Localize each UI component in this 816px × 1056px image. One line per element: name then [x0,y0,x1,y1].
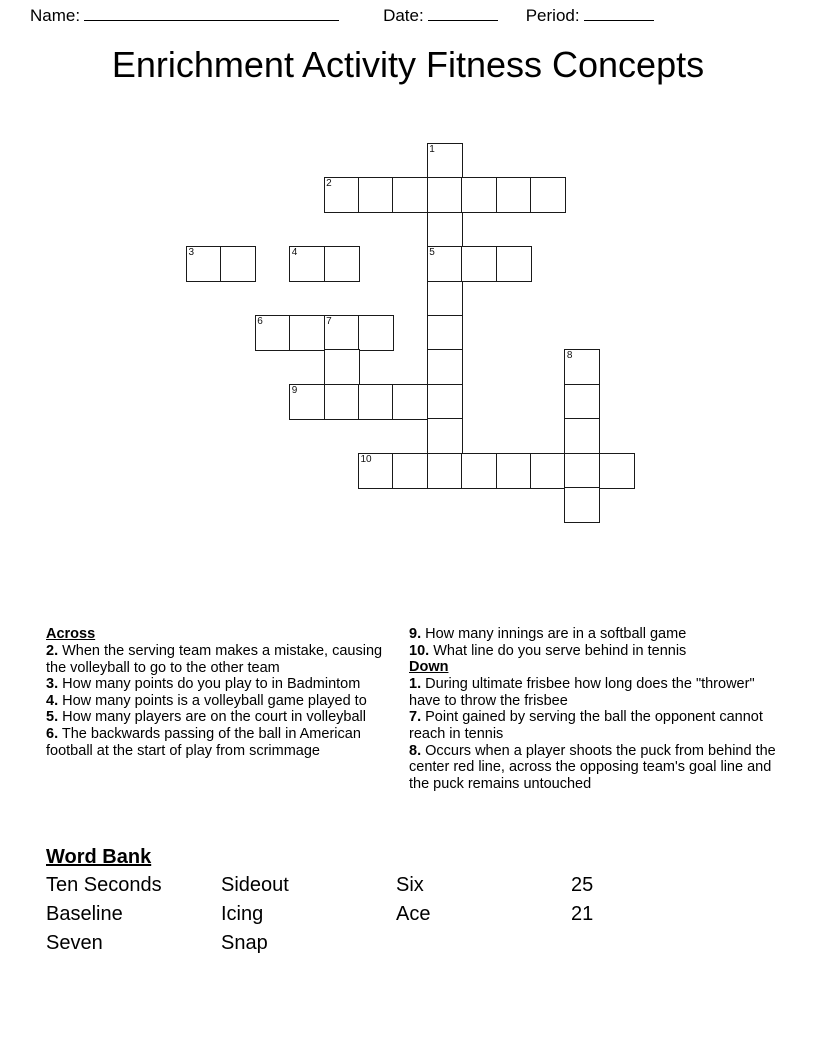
crossword-cell[interactable] [427,177,463,213]
clue-item [46,693,386,710]
crossword-cell[interactable] [564,418,600,454]
down-clue-list [409,676,777,792]
word-bank-row [46,900,746,929]
clue-item [409,743,777,793]
clue-number: 5. [46,709,59,726]
word-bank-word: 25 [571,874,594,896]
crossword-cell[interactable] [358,177,394,213]
word-bank-word: Baseline [46,903,123,925]
clue-number: 9. [409,626,422,642]
period-label: Period: [525,6,580,25]
clue-text: How many points do you play to in Badmintom [58,676,361,693]
crossword-cell[interactable] [427,143,463,179]
clue-item [409,709,777,742]
word-bank-row [46,929,746,958]
word-bank-word [571,929,746,958]
clue-text: How many innings are in a softball game [421,626,687,642]
crossword-cell-number: 7 [326,316,332,327]
word-bank-word: Sideout [221,874,289,896]
crossword-cell[interactable] [530,453,566,489]
page-title: Enrichment Activity Fitness Concepts [111,44,705,85]
crossword-cell[interactable] [358,384,394,420]
crossword-cell[interactable] [496,177,532,213]
crossword-cell[interactable] [427,418,463,454]
clue-text: Point gained by serving the ball the opponent cannot reach in tennis [409,709,763,742]
clue-text: What line do you serve behind in tennis [429,642,687,659]
clue-item [46,726,386,759]
word-bank-word: Ace [396,903,431,925]
crossword-cell-number: 10 [360,453,372,465]
across-heading: Across [46,626,96,642]
crossword-cell-number: 1 [429,144,435,155]
crossword-cell[interactable] [358,315,394,351]
clue-number: 7. [409,709,422,726]
clues-column-right [409,626,777,792]
crossword-cell[interactable] [324,246,360,282]
crossword-cell[interactable] [427,246,463,282]
clue-item [46,676,386,693]
word-bank-title: Word Bank [46,846,152,868]
crossword-cell[interactable] [461,177,497,213]
clue-number: 10. [409,642,430,659]
clue-text: When the serving team makes a mistake, causing the volleyball to go to the other team [46,643,383,676]
crossword-cell[interactable] [427,212,463,248]
crossword-cell[interactable] [324,315,360,351]
crossword-cell[interactable] [427,384,463,420]
crossword-cell[interactable] [427,453,463,489]
date-label: Date: [383,6,424,25]
clue-text: How many players are on the court in volleyball [58,709,366,726]
word-bank-word: Ten Seconds [46,874,162,896]
crossword-cell-number: 4 [291,247,298,259]
crossword-cell[interactable] [186,246,222,282]
crossword-cell[interactable] [324,349,360,385]
crossword-cell[interactable] [289,384,325,420]
crossword-cell[interactable] [220,246,256,282]
crossword-cell[interactable] [255,315,291,351]
across-clue-list-part1 [46,643,386,759]
word-bank-row [46,871,746,900]
crossword-cell-number: 5 [429,247,435,259]
down-heading: Down [409,659,449,676]
crossword-cell[interactable] [461,246,497,282]
crossword-cell-number: 8 [566,350,573,362]
clues-section [46,626,776,841]
clue-number: 6. [46,725,59,742]
crossword-cell[interactable] [289,246,325,282]
crossword-cell[interactable] [358,453,394,489]
word-bank-word: Six [396,874,424,896]
word-bank-grid [46,871,746,958]
crossword-cell[interactable] [324,177,360,213]
crossword-cell[interactable] [324,384,360,420]
clue-item [46,709,386,726]
crossword-cell-number: 3 [188,247,195,259]
clues-column-left [46,626,386,759]
clue-item [46,643,386,676]
clue-number: 4. [46,692,59,709]
crossword-cell[interactable] [496,246,532,282]
word-bank-word [396,929,571,958]
crossword-cell[interactable] [564,349,600,385]
clue-item [409,643,777,660]
clue-text: Occurs when a player shoots the puck from behind the center red line, across the opposing team's goal line and the puck remains untouched [409,742,776,792]
word-bank-word: Seven [46,932,103,954]
crossword-cell[interactable] [427,349,463,385]
word-bank-word: 21 [571,903,594,925]
word-bank-section [46,845,746,958]
clue-item [409,676,777,709]
crossword-cell[interactable] [564,384,600,420]
crossword-cell[interactable] [564,453,600,489]
crossword-cell[interactable] [392,384,428,420]
crossword-cell[interactable] [496,453,532,489]
clue-number: 3. [46,676,59,693]
crossword-cell[interactable] [599,453,635,489]
word-bank-word: Snap [221,932,268,954]
crossword-cell[interactable] [427,281,463,317]
crossword-cell[interactable] [530,177,566,213]
crossword-cell[interactable] [461,453,497,489]
crossword-cell[interactable] [392,453,428,489]
clue-text: How many points is a volleyball game played to [58,692,367,709]
word-bank-word: Icing [221,903,264,925]
clue-number: 8. [409,742,422,759]
clue-number: 1. [409,676,422,693]
across-clue-list-part2 [409,626,777,659]
crossword-cell-number: 2 [326,178,332,190]
crossword-cell[interactable] [427,315,463,351]
crossword-cell[interactable] [564,487,600,523]
clue-text: During ultimate frisbee how long does the "thrower" have to throw the frisbee [409,676,755,709]
clue-number: 2. [46,643,59,659]
clue-text: The backwards passing of the ball in American football at the start of play from scrimmage [46,725,361,759]
crossword-cell-number: 6 [257,316,263,327]
crossword-cell[interactable] [392,177,428,213]
crossword-cell-number: 9 [291,384,298,396]
name-label: Name: [30,6,81,25]
clue-item [409,626,777,643]
crossword-cell[interactable] [289,315,325,351]
